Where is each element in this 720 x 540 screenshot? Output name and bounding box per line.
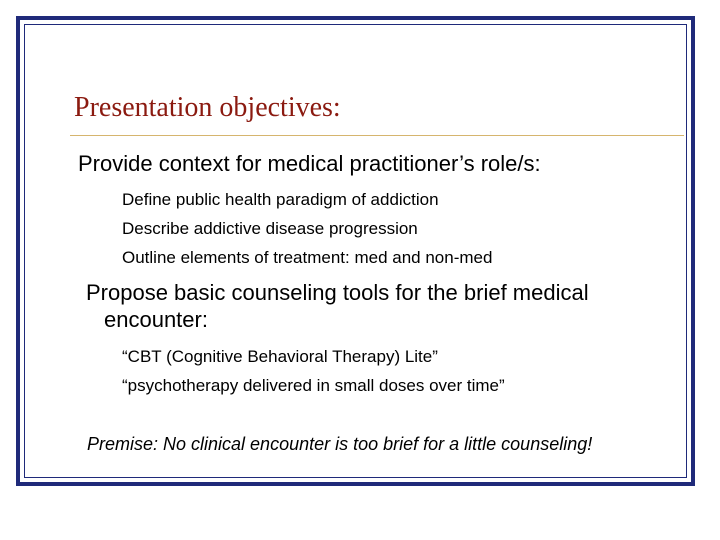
objective-counseling-tools-cont: encounter: [104,307,208,332]
subitem-psychotherapy-doses: “psychotherapy delivered in small doses over time” [122,376,505,395]
slide-title: Presentation objectives: [74,92,341,123]
objective-context: Provide context for medical practitioner’s role/s: [78,151,541,176]
subitem-disease-progression: Describe addictive disease progression [122,219,418,238]
objective-counseling-tools: Propose basic counseling tools for the brief medical [86,280,589,305]
subitem-public-health: Define public health paradigm of addiction [122,190,439,209]
subitem-treatment-elements: Outline elements of treatment: med and non-med [122,248,493,267]
premise-statement: Premise: No clinical encounter is too brief for a little counseling! [87,434,593,454]
title-divider [70,135,684,136]
subitem-cbt-lite: “CBT (Cognitive Behavioral Therapy) Lite” [122,347,438,366]
